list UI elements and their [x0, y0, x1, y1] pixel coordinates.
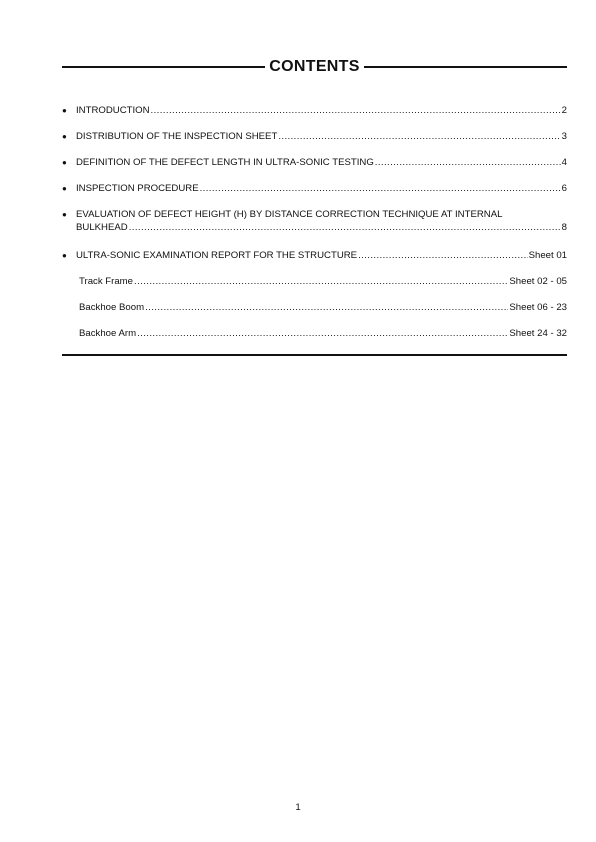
dot-leader: [200, 183, 561, 195]
toc-entry-label-line2: BULKHEAD: [76, 222, 128, 233]
dot-leader: [358, 250, 527, 262]
bullet-icon: ●: [62, 158, 67, 167]
toc-entry-label-line1: EVALUATION OF DEFECT HEIGHT (H) BY DISTANCE CORRECTION TECHNIQUE AT INTERNAL: [76, 209, 503, 220]
toc-page-number: 8: [561, 222, 567, 233]
dot-leader: [137, 328, 508, 340]
toc-page-number: 4: [561, 157, 567, 168]
bullet-icon: ●: [62, 132, 67, 141]
toc-entry-label: DEFINITION OF THE DEFECT LENGTH IN ULTRA-SONIC TESTING: [76, 157, 374, 168]
header-rule-left: [62, 66, 265, 68]
dot-leader: [151, 105, 561, 117]
contents-bottom-rule: [62, 354, 567, 356]
toc-entry-label: DISTRIBUTION OF THE INSPECTION SHEET: [76, 131, 278, 142]
toc-page-number: Sheet 06 - 23: [509, 302, 567, 313]
bullet-icon: ●: [62, 184, 67, 193]
page-title: CONTENTS: [269, 58, 360, 75]
header-rule-right: [364, 66, 567, 68]
toc-entry-label: Backhoe Arm: [79, 328, 137, 339]
dot-leader: [134, 276, 508, 288]
dot-leader: [129, 222, 561, 234]
toc-page-number: 3: [561, 131, 567, 142]
toc-entry-label: Backhoe Boom: [79, 302, 145, 313]
footer-page-number: 1: [295, 802, 301, 813]
bullet-icon: ●: [62, 106, 67, 115]
bullet-icon: ●: [62, 210, 67, 219]
bullet-icon: ●: [62, 251, 67, 260]
toc-page-number: Sheet 01: [528, 250, 567, 261]
dot-leader: [375, 157, 561, 169]
toc-page-number: Sheet 02 - 05: [509, 276, 567, 287]
toc-page-number: 2: [561, 105, 567, 116]
dot-leader: [145, 302, 508, 314]
toc-page-number: 6: [561, 183, 567, 194]
dot-leader: [278, 131, 560, 143]
toc-entry-defect-height[interactable]: [62, 209, 567, 235]
toc-entry-label: Track Frame: [79, 276, 134, 287]
toc-page-number: Sheet 24 - 32: [509, 328, 567, 339]
contents-header: [62, 56, 567, 78]
toc-entry-label: INTRODUCTION: [76, 105, 150, 116]
toc-entry-label: INSPECTION PROCEDURE: [76, 183, 199, 194]
toc-entry-label: ULTRA-SONIC EXAMINATION REPORT FOR THE STRUCTURE: [76, 250, 358, 261]
